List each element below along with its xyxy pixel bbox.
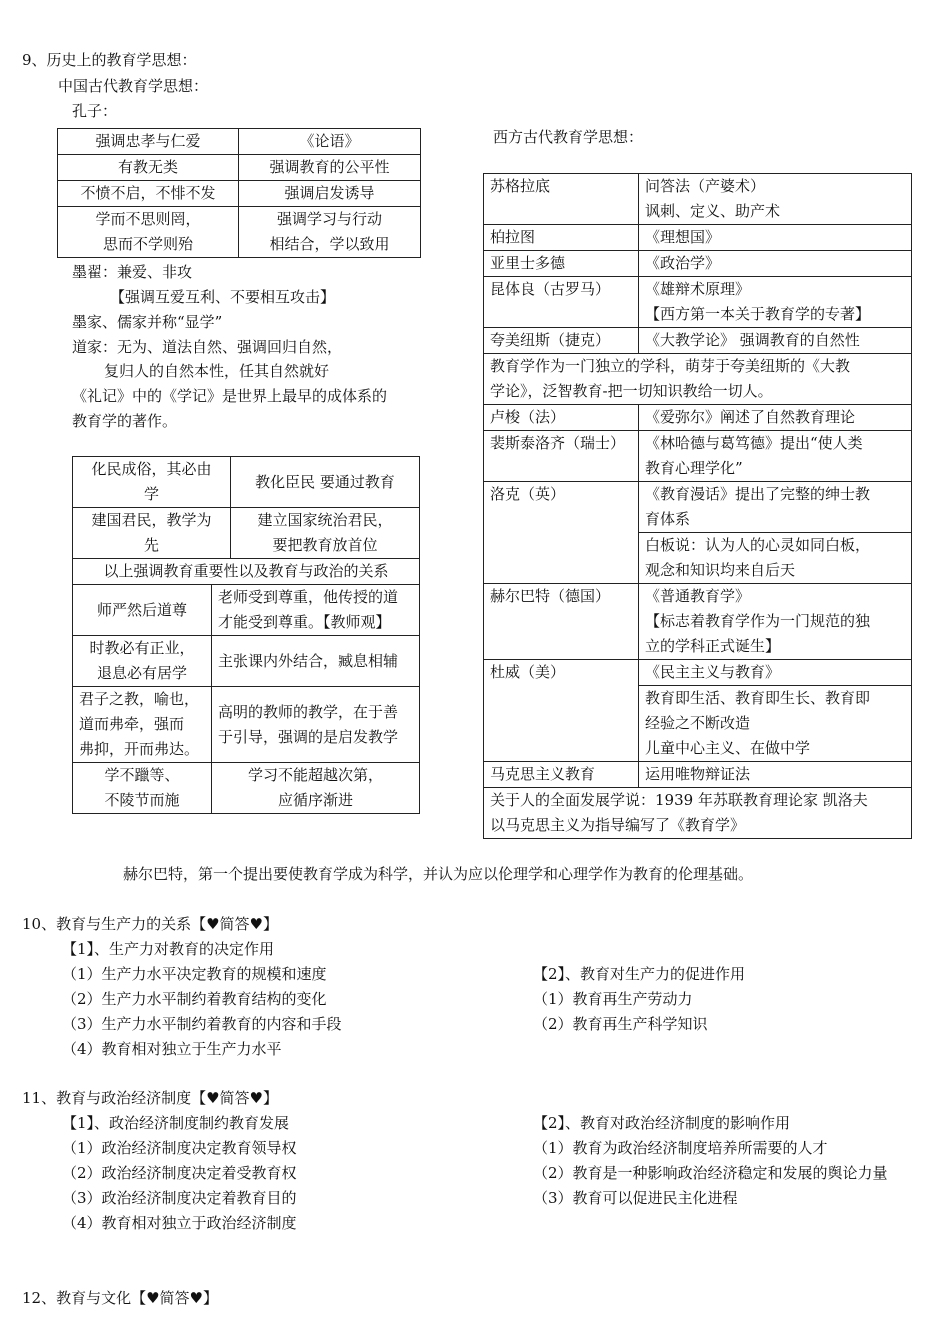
table-cell [73,457,231,508]
table-cell [73,636,212,687]
table-cell: 《爱弥尔》阐述了自然教育理论 [639,405,912,431]
table-cell: 不愤不启，不悱不发 [58,181,239,207]
cell-line: 建立国家统治君民， [257,511,393,529]
table-row [484,225,912,251]
table-cell [639,431,912,482]
list-item: （2）教育是一种影响政治经济稳定和发展的舆论力量 [533,1164,888,1182]
cell-line: 教育即生活、教育即生长、教育即 [645,689,871,707]
table-row [58,129,421,155]
cell-line: 育体系 [645,510,691,528]
table-cell: 《理想国》 [639,225,912,251]
table-cell [639,533,912,584]
table-row [73,636,420,687]
list-item: （1）生产力水平决定教育的规模和速度 [62,965,327,983]
xianxue-text: 墨家、儒家并称“显学” [72,313,223,331]
cell-line: 道而弗牵，强而 [79,715,185,733]
cell-line: 《普通教育学》 [645,587,751,605]
china-heading: 中国古代教育学思想： [58,77,209,95]
herbart-note: 赫尔巴特，第一个提出要使教育学成为科学，并认为应以伦理学和心理学作为教育的伦理基础。 [123,865,754,883]
cell-line: 高明的教师的教学，在于善 [218,702,399,721]
cell-line: 《雄辩术原理》 [645,280,751,298]
section-11-title: 11、教育与政治经济制度【♥简答♥】 [22,1089,278,1107]
table-cell [639,482,912,533]
table-cell: 卢梭（法） [484,405,639,431]
table-cell: 马克思主义教育 [484,762,639,788]
table-row [484,660,912,686]
cell-line: 白板说：认为人的心灵如同白板， [645,536,871,554]
table-row [484,328,912,354]
cell-line: 君子之教，喻也， [79,690,200,708]
cell-line: 学不躐等、 [104,766,180,784]
table-row [73,508,420,559]
cell-line: 老师受到尊重，他传授的道 [218,588,399,606]
table-row [73,687,420,763]
list-item: （3）政治经济制度决定着教育目的 [62,1189,297,1207]
sec11-left-heading: 【1】、政治经济制度制约教育发展 [62,1114,290,1132]
table-cell: 运用唯物辩证法 [639,762,912,788]
table-cell: 柏拉图 [484,225,639,251]
table-row [73,585,420,636]
cell-line: 立的学科正式诞生】 [645,637,781,655]
cell-line: 讽刺、定义、助产术 [645,202,781,220]
table-row [58,155,421,181]
cell-line: 《教育漫话》提出了完整的绅士教 [645,485,871,503]
cell-line: 【标志着教育学作为一门规范的独 [645,612,871,630]
cell-line: 【西方第一本关于教育学的专著】 [645,305,871,323]
cell-line: 教育心理学化” [645,459,743,477]
cell-line: 以马克思主义为指导编写了《教育学》 [490,816,746,834]
table-cell [484,788,912,839]
cell-line: 应循序渐进 [277,791,353,809]
table-cell [73,687,212,763]
sec10-left-heading: 【1】、生产力对教育的决定作用 [62,940,275,958]
table-row [484,431,912,482]
cell-line: 建国君民，教学为 [91,511,212,529]
table-cell: 苏格拉底 [484,174,639,225]
table-row [484,762,912,788]
mozi-text: 墨翟：兼爱、非攻 [72,263,193,281]
cell-line: 相结合，学以致用 [269,235,390,253]
table-cell [212,687,420,763]
cell-line: 于引导，强调的是启发教学 [218,727,399,746]
cell-line: 经验之不断改造 [645,714,751,732]
cell-line: 弗抑，开而弗达。 [79,740,200,758]
table-cell: 《大教学论》 强调教育的自然性 [639,328,912,354]
table-cell [231,508,420,559]
west-table [483,173,912,839]
mozi-note: 【强调互爱互利、不要相互攻击】 [110,288,336,306]
cell-line: 才能受到尊重。【教师观】 [218,613,391,631]
confucius-label: 孔子： [72,102,118,120]
table-cell [73,763,212,814]
section-12-title: 12、教育与文化【♥简答♥】 [22,1289,218,1307]
table-cell: 强调忠孝与仁爱 [58,129,239,155]
table-cell [639,686,912,762]
list-item: （2）生产力水平制约着教育结构的变化 [62,990,327,1008]
table-row [484,788,912,839]
table-cell: 赫尔巴特（德国） [484,584,639,660]
table-cell: 师严然后道尊 [73,585,212,636]
cell-line: 退息必有居学 [96,664,187,682]
list-item: （4）教育相对独立于政治经济制度 [62,1214,297,1232]
section-9-title: 9、历史上的教育学思想： [22,51,197,69]
cell-line: 学 [143,485,159,503]
cell-line: 问答法（产婆术） [645,177,766,195]
table-row [484,405,912,431]
section-10-title: 10、教育与生产力的关系【♥简答♥】 [22,915,278,933]
cell-line: 时教必有正业， [89,639,195,657]
cell-line: 学论》，泛智教育-把一切知识教给一切人。 [490,382,773,400]
list-item: （2）教育再生产科学知识 [533,1015,708,1033]
daoist-text: 道家：无为、道法自然、强调回归自然， [72,338,343,356]
table-row [484,277,912,328]
table-row [73,763,420,814]
table-cell: 强调启发诱导 [239,181,421,207]
sec11-right-heading: 【2】、教育对政治经济制度的影响作用 [533,1114,791,1132]
list-item: （3）生产力水平制约着教育的内容和手段 [62,1015,342,1033]
table-cell [58,207,239,258]
list-item: （4）教育相对独立于生产力水平 [62,1040,282,1058]
table-cell: 亚里士多德 [484,251,639,277]
cell-line: 关于人的全面发展学说：1939 年苏联教育理论家 凯洛夫 [490,791,868,809]
table-cell: 《政治学》 [639,251,912,277]
table-cell: 《民主主义与教育》 [639,660,912,686]
list-item: （1）教育再生产劳动力 [533,990,693,1008]
table-row [73,559,420,585]
list-item: （1）政治经济制度决定教育领导权 [62,1139,297,1157]
table-cell [484,354,912,405]
table-row [484,251,912,277]
table-cell: 夸美纽斯（捷克） [484,328,639,354]
table-cell: 杜威（美） [484,660,639,762]
table-cell [212,763,420,814]
table-row [73,457,420,508]
table-cell [73,508,231,559]
cell-line: 《林哈德与葛笃德》提出“使人类 [645,434,863,452]
table-cell [639,277,912,328]
list-item: （3）教育可以促进民主化进程 [533,1189,738,1207]
table-cell: 教化臣民 要通过教育 [231,457,420,508]
table-cell: 有教无类 [58,155,239,181]
cell-line: 要把教育放首位 [272,536,378,554]
cell-line: 儿童中心主义、在做中学 [645,739,811,757]
table-cell [639,174,912,225]
table-cell [212,585,420,636]
cell-line: 强调学习与行动 [276,210,382,228]
cell-line: 观念和知识均来自后天 [645,561,796,579]
sec10-right-heading: 【2】、教育对生产力的促进作用 [533,965,746,983]
list-item: （1）教育为政治经济制度培养所需要的人才 [533,1139,828,1157]
cell-line: 思而不学则殆 [102,235,193,253]
table-cell: 昆体良（古罗马） [484,277,639,328]
table-cell: 主张课内外结合，臧息相辅 [212,636,420,687]
table-row [484,482,912,533]
table-cell: 《论语》 [239,129,421,155]
cell-line: 学习不能超越次第， [247,766,383,784]
cell-line: 学而不思则罔， [95,210,201,228]
table-row [484,354,912,405]
table-cell: 强调教育的公平性 [239,155,421,181]
cell-line: 教育学作为一门独立的学科，萌芽于夸美纽斯的《大教 [490,357,851,375]
table-row [58,207,421,258]
table-cell: 裴斯泰洛齐（瑞士） [484,431,639,482]
table-row [58,181,421,207]
table-cell: 洛克（英） [484,482,639,584]
list-item: （2）政治经济制度决定着受教育权 [62,1164,297,1182]
cell-line: 化民成俗，其必由 [91,460,212,478]
liji-text: 《礼记》中的《学记》是世界上最早的成体系的 [72,387,388,405]
table-cell: 以上强调教育重要性以及教育与政治的关系 [73,559,420,585]
west-heading: 西方古代教育学思想： [493,128,644,146]
cell-line: 不陵节而施 [104,791,180,809]
table-row [484,174,912,225]
xueji-table-bottom [72,584,420,814]
cell-line: 先 [143,536,159,554]
confucius-table [57,128,421,258]
xueji-table-top [72,456,420,585]
liji-text-2: 教育学的著作。 [72,412,178,430]
table-row [484,584,912,660]
table-cell [639,584,912,660]
table-cell [239,207,421,258]
daoist-text-2: 复归人的自然本性，任其自然就好 [104,362,330,380]
